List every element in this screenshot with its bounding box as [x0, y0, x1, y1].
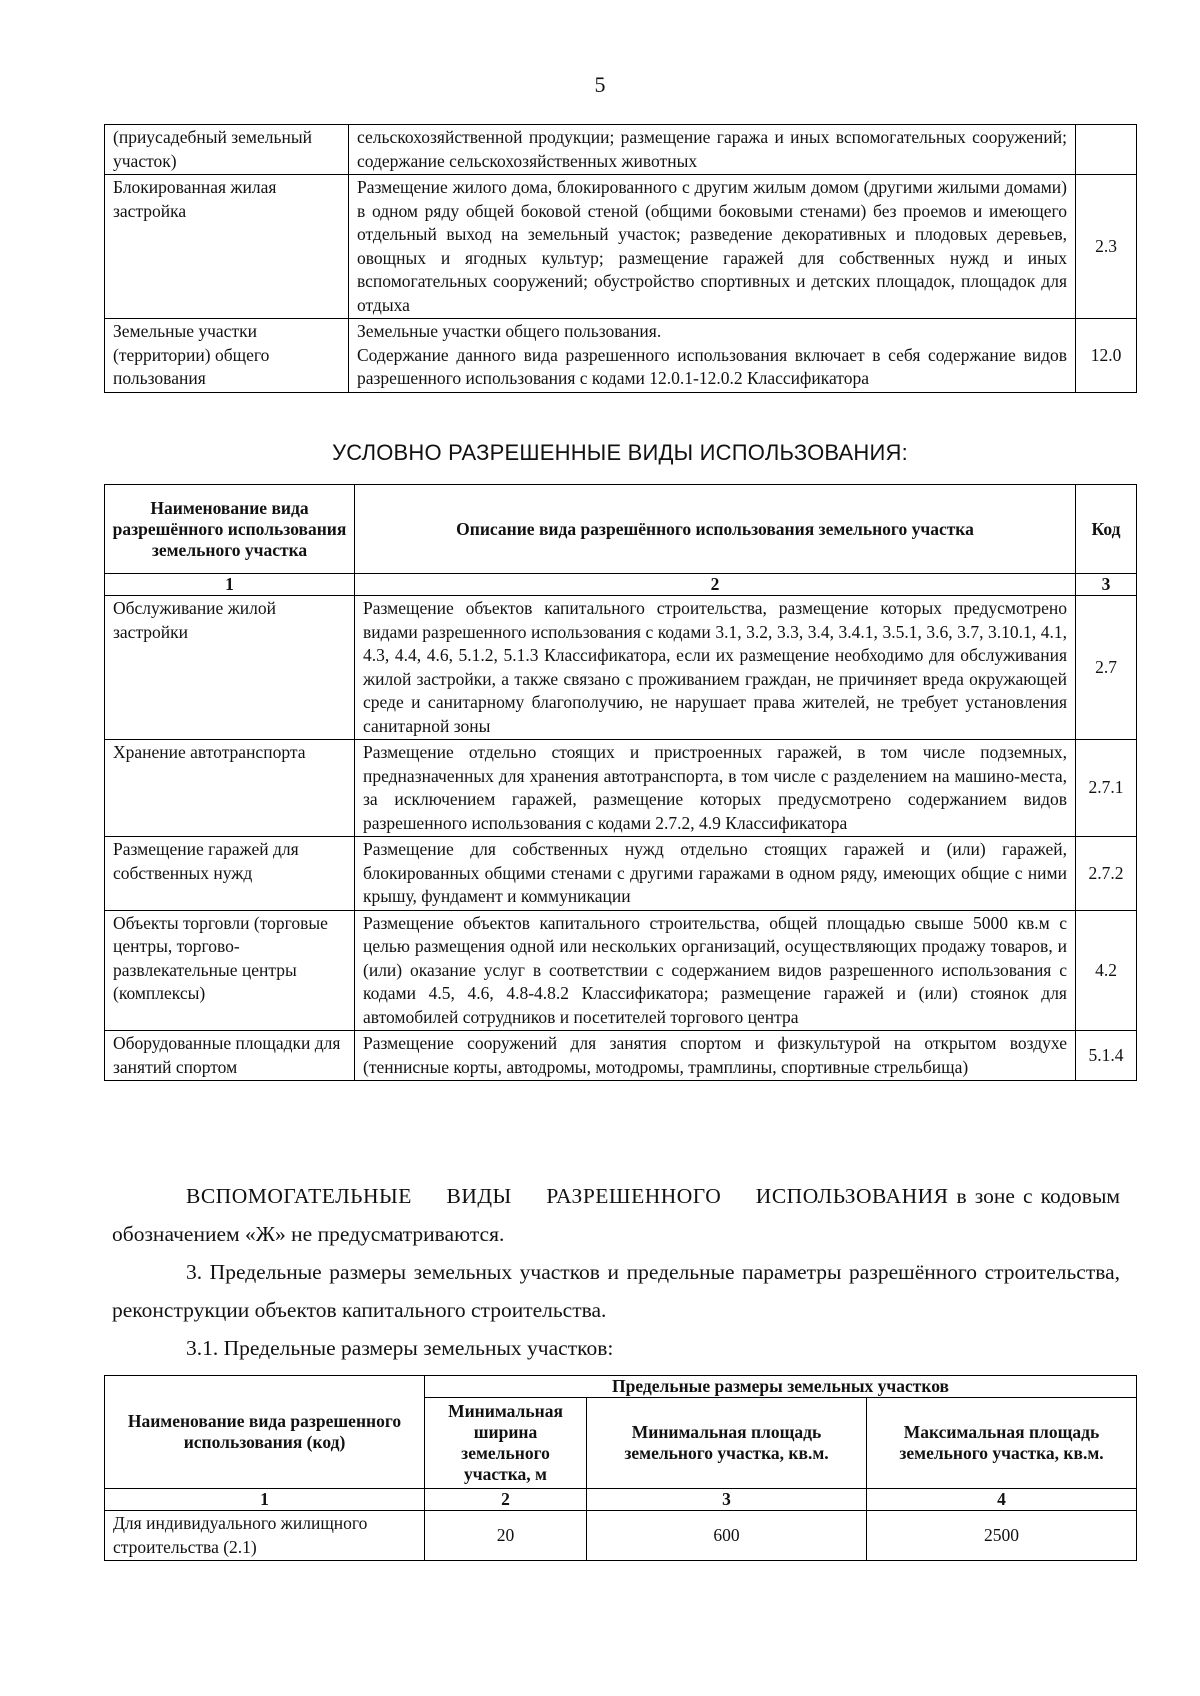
table-row: [105, 910, 1137, 1031]
table-row: [105, 125, 1137, 175]
header-min-width: Минимальная ширина земельного участка, м: [425, 1398, 587, 1489]
header-use-description: Описание вида разрешённого использования земельного участка: [355, 485, 1076, 574]
conditional-uses-table: [104, 484, 1137, 1081]
table-row: [105, 319, 1137, 393]
table-header-row: [105, 485, 1137, 574]
section-3-paragraph: 3. Предельные размеры земельных участков и предельные параметры разрешённого строительства, реконструкции объектов капитального строительства.: [112, 1260, 1120, 1322]
column-index: 1: [105, 1489, 425, 1511]
use-code-cell: 5.1.4: [1076, 1031, 1137, 1081]
section-3-1-paragraph: 3.1. Предельные размеры земельных участков:: [186, 1336, 614, 1360]
auxiliary-uses-paragraph: [112, 1177, 1120, 1253]
use-name-cell: Размещение гаражей для собственных нужд: [105, 837, 355, 911]
header-use-name: Наименование вида разрешенного использования (код): [105, 1376, 425, 1489]
table-header-row: [105, 1376, 1137, 1398]
use-description-cell: [349, 319, 1076, 393]
table-row: [105, 596, 1137, 740]
auxiliary-uses-caps: ВСПОМОГАТЕЛЬНЫЕ ВИДЫ РАЗРЕШЕННОГО ИСПОЛЬЗОВАНИЯ: [186, 1184, 949, 1208]
use-description-cell: Размещение объектов капитального строительства, размещение которых предусмотрено видами разрешенного использования с кодами 3.1, 3.2, 3.3, 3.4, 3.4.1, 3.5.1, 3.6, 3.7, 3.10.1, 4.1, 4.3, 4.4, 4.6, 5.1.2, 5.1.3 Классификатора, если их размещение необходимо для обслуживания жилой застройки, а также связано с проживанием граждан, не причиняет вреда окружающей среде и санитарному благополучию, не нарушает права жителей, не требует установления санитарной зоны: [355, 596, 1076, 740]
use-description-cell: Размещение жилого дома, блокированного с другим жилым домом (другими жилыми домами) в одном ряду общей боковой стеной (общими боковыми стенами) без проемов и имеющего отдельный выход на земельный участок; разведение декоративных и плодовых деревьев, овощных и ягодных культур; размещение гаражей для собственных нужд и иных вспомогательных сооружений; обустройство спортивных и детских площадок, площадок для отдыха: [349, 175, 1076, 319]
use-name-cell: Обслуживание жилой застройки: [105, 596, 355, 740]
table-row: [105, 175, 1137, 319]
use-description-cell: Размещение сооружений для занятия спортом и физкультурой на открытом воздухе (теннисные корты, автодромы, мотодромы, трамплины, спортивные стрельбища): [355, 1031, 1076, 1081]
column-index: 3: [587, 1489, 867, 1511]
table-row: [105, 837, 1137, 911]
use-description-cell: Размещение для собственных нужд отдельно стоящих гаражей и (или) гаражей, блокированных общими стенами с другими гаражами в одном ряду, имеющих общие с ними крышу, фундамент и коммуникации: [355, 837, 1076, 911]
use-code-cell: 4.2: [1076, 910, 1137, 1031]
use-code-cell: [1076, 125, 1137, 175]
header-min-area: Минимальная площадь земельного участка, кв.м.: [587, 1398, 867, 1489]
description-line: Земельные участки общего пользования.: [357, 321, 662, 341]
table-row: [105, 1511, 1137, 1561]
use-description-cell: Размещение объектов капитального строительства, общей площадью свыше 5000 кв.м с целью размещения одной или нескольких организаций, осуществляющих продажу товаров, и (или) оказание услуг в соответствии с содержанием видов разрешенного использования с кодами 4.5, 4.6, 4.8-4.8.2 Классификатора; размещение гаражей и (или) стоянок для автомобилей сотрудников и посетителей торгового центра: [355, 910, 1076, 1031]
use-description-cell: сельскохозяйственной продукции; размещение гаража и иных вспомогательных сооружений; содержание сельскохозяйственных животных: [349, 125, 1076, 175]
use-name-cell: Для индивидуального жилищного строительства (2.1): [105, 1511, 425, 1561]
use-code-cell: 2.7.2: [1076, 837, 1137, 911]
table-row: [105, 740, 1137, 837]
column-index: 4: [867, 1489, 1137, 1511]
header-use-name: Наименование вида разрешённого использования земельного участка: [105, 485, 355, 574]
page-number: 5: [594, 72, 606, 97]
header-max-area: Максимальная площадь земельного участка, кв.м.: [867, 1398, 1137, 1489]
use-code-cell: 2.7: [1076, 596, 1137, 740]
header-code: Код: [1076, 485, 1137, 574]
use-name-cell: Хранение автотранспорта: [105, 740, 355, 837]
column-index: 1: [105, 574, 355, 596]
use-code-cell: 2.3: [1076, 175, 1137, 319]
column-index-row: [105, 574, 1137, 596]
min-area-cell: 600: [587, 1511, 867, 1561]
description-line: Содержание данного вида разрешенного использования включает в себя содержание видов разрешенного использования с кодами 12.0.1-12.0.2 Классификатора: [357, 344, 1067, 388]
use-name-cell: Оборудованные площадки для занятий спортом: [105, 1031, 355, 1081]
use-code-cell: 12.0: [1076, 319, 1137, 393]
use-name-cell: Земельные участки (территории) общего пользования: [105, 319, 349, 393]
column-index-row: [105, 1489, 1137, 1511]
header-size-limits-group: Предельные размеры земельных участков: [425, 1376, 1137, 1398]
max-area-cell: 2500: [867, 1511, 1137, 1561]
conditional-uses-heading: УСЛОВНО РАЗРЕШЕННЫЕ ВИДЫ ИСПОЛЬЗОВАНИЯ:: [332, 440, 908, 465]
column-index: 2: [355, 574, 1076, 596]
use-name-cell: Блокированная жилая застройка: [105, 175, 349, 319]
auxiliary-uses-rest: в зоне с кодовым обозначением «Ж» не предусматриваются.: [112, 1184, 1120, 1246]
plot-size-limits-table: [104, 1375, 1137, 1561]
main-uses-table-continued: [104, 124, 1137, 393]
use-name-cell: Объекты торговли (торговые центры, торгово-развлекательные центры (комплексы): [105, 910, 355, 1031]
column-index: 2: [425, 1489, 587, 1511]
use-code-cell: 2.7.1: [1076, 740, 1137, 837]
column-index: 3: [1076, 574, 1137, 596]
use-name-cell: (приусадебный земельный участок): [105, 125, 349, 175]
table-row: [105, 1031, 1137, 1081]
min-width-cell: 20: [425, 1511, 587, 1561]
use-description-cell: Размещение отдельно стоящих и пристроенных гаражей, в том числе подземных, предназначенных для хранения автотранспорта, в том числе с разделением на машино-места, за исключением гаражей, размещение которых предусмотрено содержанием видов разрешенного использования с кодами 2.7.2, 4.9 Классификатора: [355, 740, 1076, 837]
